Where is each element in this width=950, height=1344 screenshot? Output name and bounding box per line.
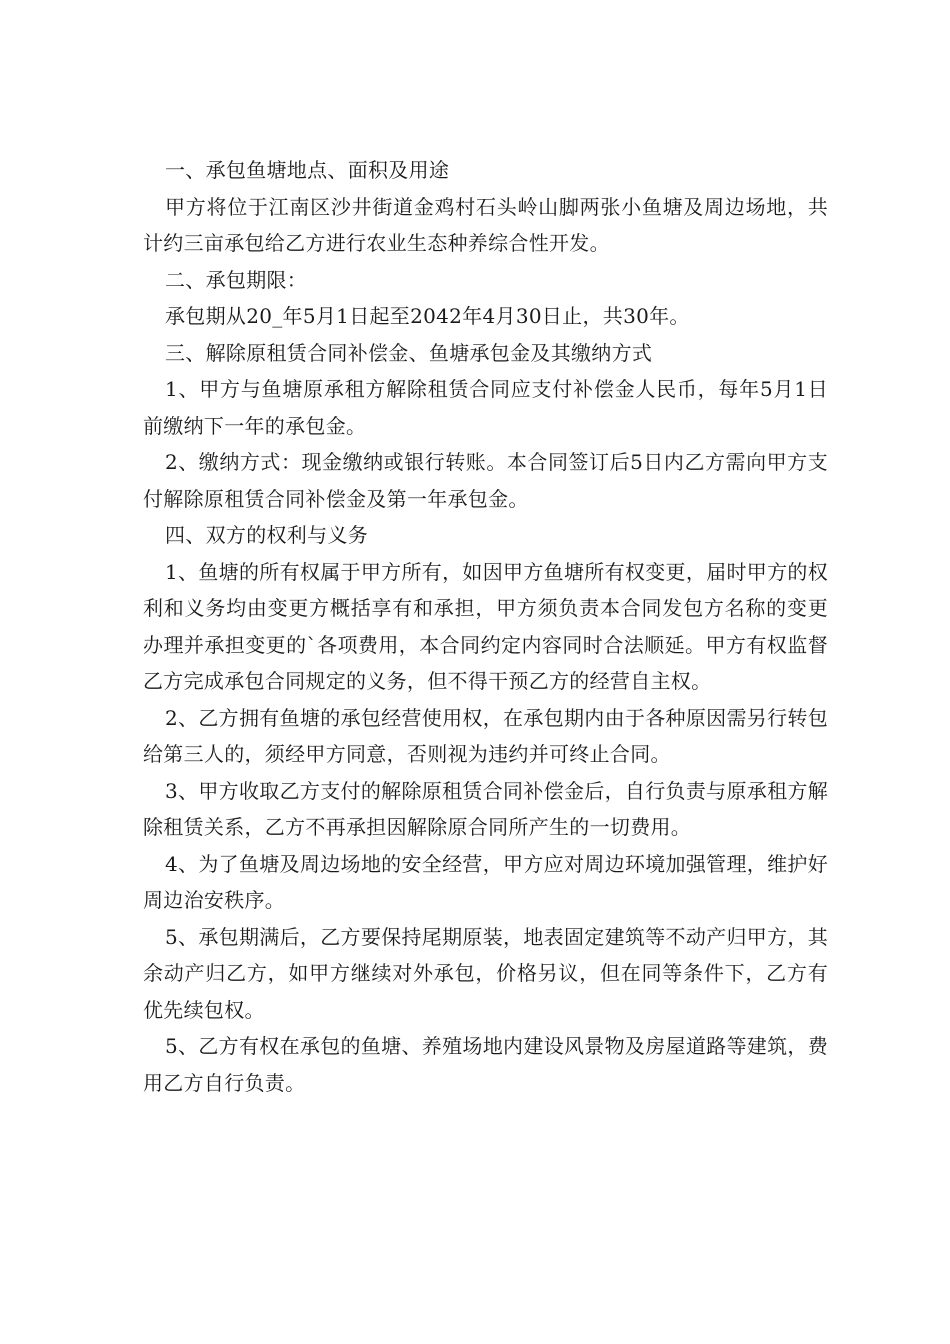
section-heading-location: 一、承包鱼塘地点、面积及用途 [165, 158, 450, 182]
paragraph-rights-5: 5、承包期满后，乙方要保持尾期原装，地表固定建筑等不动产归甲方，其余动产归乙方，如甲方继续对外承包，价格另议，但在同等条件下，乙方有优先续包权。 [143, 924, 828, 1022]
paragraph-rights-2: 2、乙方拥有鱼塘的承包经营使用权，在承包期内由于各种原因需另行转包给第三人的，须经甲方同意，否则视为违约并可终止合同。 [143, 705, 828, 766]
section-heading-term: 二、承包期限： [165, 267, 308, 292]
paragraph-term-description: 承包期从20_年5月1日起至2042年4月30日止，共30年。 [165, 304, 690, 328]
paragraph-rights-3: 3、甲方收取乙方支付的解除原租赁合同补偿金后，自行负责与原承租方解除租赁关系，乙方不再承担因解除原合同所产生的一切费用。 [143, 778, 828, 839]
paragraph-rights-5b: 5、乙方有权在承包的鱼塘、养殖场地内建设风景物及房屋道路等建筑，费用乙方自行负责。 [143, 1034, 828, 1095]
document-body [143, 152, 828, 1101]
paragraph-payment-1: 1、甲方与鱼塘原承租方解除租赁合同应支付补偿金人民币，每年5月1日前缴纳下一年的承包金。 [143, 377, 828, 438]
section-heading-payment: 三、解除原租赁合同补偿金、鱼塘承包金及其缴纳方式 [165, 340, 653, 365]
paragraph-payment-2: 2、缴纳方式：现金缴纳或银行转账。本合同签订后5日内乙方需向甲方支付解除原租赁合同补偿金及第一年承包金。 [143, 450, 828, 511]
paragraph-rights-4: 4、为了鱼塘及周边场地的安全经营，甲方应对周边环境加强管理，维护好周边治安秩序。 [143, 851, 828, 912]
paragraph-location-description: 甲方将位于江南区沙井街道金鸡村石头岭山脚两张小鱼塘及周边场地，共计约三亩承包给乙方进行农业生态种养综合性开发。 [143, 194, 828, 255]
paragraph-rights-1: 1、鱼塘的所有权属于甲方所有，如因甲方鱼塘所有权变更，届时甲方的权利和义务均由变更方概括享有和承担，甲方须负责本合同发包方名称的变更办理并承担变更的`各项费用，本合同约定内容同时合法顺延。甲方有权监督乙方完成承包合同规定的义务，但不得干预乙方的经营自主权。 [143, 559, 828, 693]
section-heading-rights: 四、双方的权利与义务 [165, 523, 368, 547]
